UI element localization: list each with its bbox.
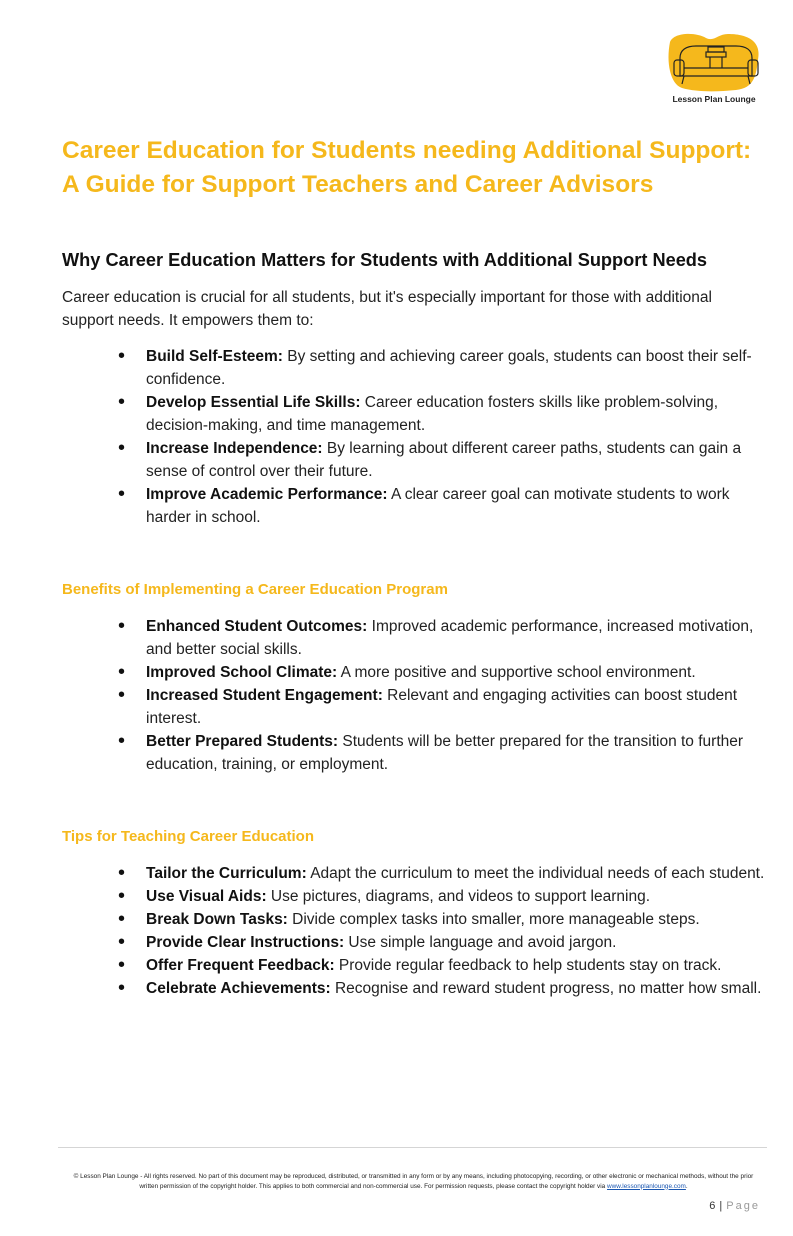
list-item-text: Divide complex tasks into smaller, more manageable steps. (287, 911, 700, 928)
footer-copyright (66, 1172, 761, 1191)
list-item-text: Provide regular feedback to help students stay on track. (334, 957, 722, 974)
sofa-logo-icon (666, 32, 762, 94)
list-item (146, 954, 771, 977)
list-item (146, 483, 771, 529)
page-number-value: 6 (709, 1200, 716, 1212)
list-item-term: Provide Clear Instructions: (146, 934, 345, 951)
copyright-suffix: . (685, 1182, 688, 1190)
list-item-term: Improved School Climate: (146, 664, 338, 681)
list-item-text: A clear career goal can motivate students to work harder in school. (146, 486, 730, 526)
list-item-term: Use Visual Aids: (146, 888, 267, 905)
list-item-text: Students will be better prepared for the transition to further education, training, or employment. (146, 733, 744, 773)
list-item-term: Increased Student Engagement: (146, 687, 383, 704)
list-item-term: Enhanced Student Outcomes: (146, 618, 368, 635)
list-item-term: Break Down Tasks: (146, 911, 288, 928)
list-item (146, 615, 771, 661)
list-item (146, 885, 771, 908)
list-item (146, 437, 771, 483)
list-item-term: Build Self-Esteem: (146, 348, 283, 365)
benefits-list (146, 615, 771, 776)
list-item-term: Celebrate Achievements: (146, 980, 331, 997)
section-heading-why: Why Career Education Matters for Students with Additional Support Needs (62, 250, 708, 270)
why-list (146, 345, 771, 529)
list-item-text: Adapt the curriculum to meet the individual needs of each student. (306, 865, 765, 882)
list-item-term: Increase Independence: (146, 440, 323, 457)
section-heading-tips: Tips for Teaching Career Education (62, 828, 314, 845)
logo-text: Lesson Plan Lounge (672, 94, 756, 104)
intro-paragraph: Career education is crucial for all students, but it's especially important for those with additional support needs. It empowers them to: (62, 289, 712, 329)
list-item-text: Recognise and reward student progress, no matter how small. (330, 980, 762, 997)
copyright-text: © Lesson Plan Lounge - All rights reserved. No part of this document may be reproduced, distributed, or transmitted in any form or by any means, including photocopying, recording, or other electronic or mechanical methods, without the prior written permission of the copyright holder. This applies to both commercial and non-commercial use. For permission requests, please contact the copyright holder via (73, 1173, 754, 1190)
website-link[interactable]: www.lessonplanlounge.com (607, 1182, 686, 1190)
tips-list (146, 862, 771, 1000)
list-item-text: A more positive and supportive school environment. (337, 664, 696, 681)
list-item (146, 391, 771, 437)
list-item-text: Use pictures, diagrams, and videos to support learning. (266, 888, 651, 905)
list-item-text: By setting and achieving career goals, students can boost their self-confidence. (146, 348, 752, 388)
list-item (146, 684, 771, 730)
list-item (146, 977, 771, 1000)
logo (666, 32, 762, 106)
list-item (146, 661, 771, 684)
title-line-2: A Guide for Support Teachers and Career Advisors (62, 171, 654, 198)
title-line-1: Career Education for Students needing Additional Support: (62, 137, 752, 164)
list-item-term: Tailor the Curriculum: (146, 865, 307, 882)
page-separator: | (719, 1200, 723, 1212)
list-item (146, 931, 771, 954)
list-item-text: By learning about different career paths, students can gain a sense of control over their future. (146, 440, 742, 480)
section-heading-benefits: Benefits of Implementing a Career Education Program (62, 581, 448, 598)
list-item (146, 730, 771, 776)
list-item-text: Use simple language and avoid jargon. (344, 934, 617, 951)
list-item-term: Better Prepared Students: (146, 733, 339, 750)
page-number (660, 1200, 760, 1212)
list-item (146, 908, 771, 931)
list-item-term: Develop Essential Life Skills: (146, 394, 361, 411)
page-title (62, 134, 777, 202)
list-item-text: Career education fosters skills like problem-solving, decision-making, and time management. (146, 394, 719, 434)
footer-divider (58, 1147, 767, 1148)
list-item-text: Relevant and engaging activities can boost student interest. (146, 687, 738, 727)
list-item-text: Improved academic performance, increased motivation, and better social skills. (146, 618, 754, 658)
list-item (146, 345, 771, 391)
list-item (146, 862, 771, 885)
list-item-term: Improve Academic Performance: (146, 486, 388, 503)
list-item-term: Offer Frequent Feedback: (146, 957, 335, 974)
page-label: Page (726, 1200, 760, 1212)
